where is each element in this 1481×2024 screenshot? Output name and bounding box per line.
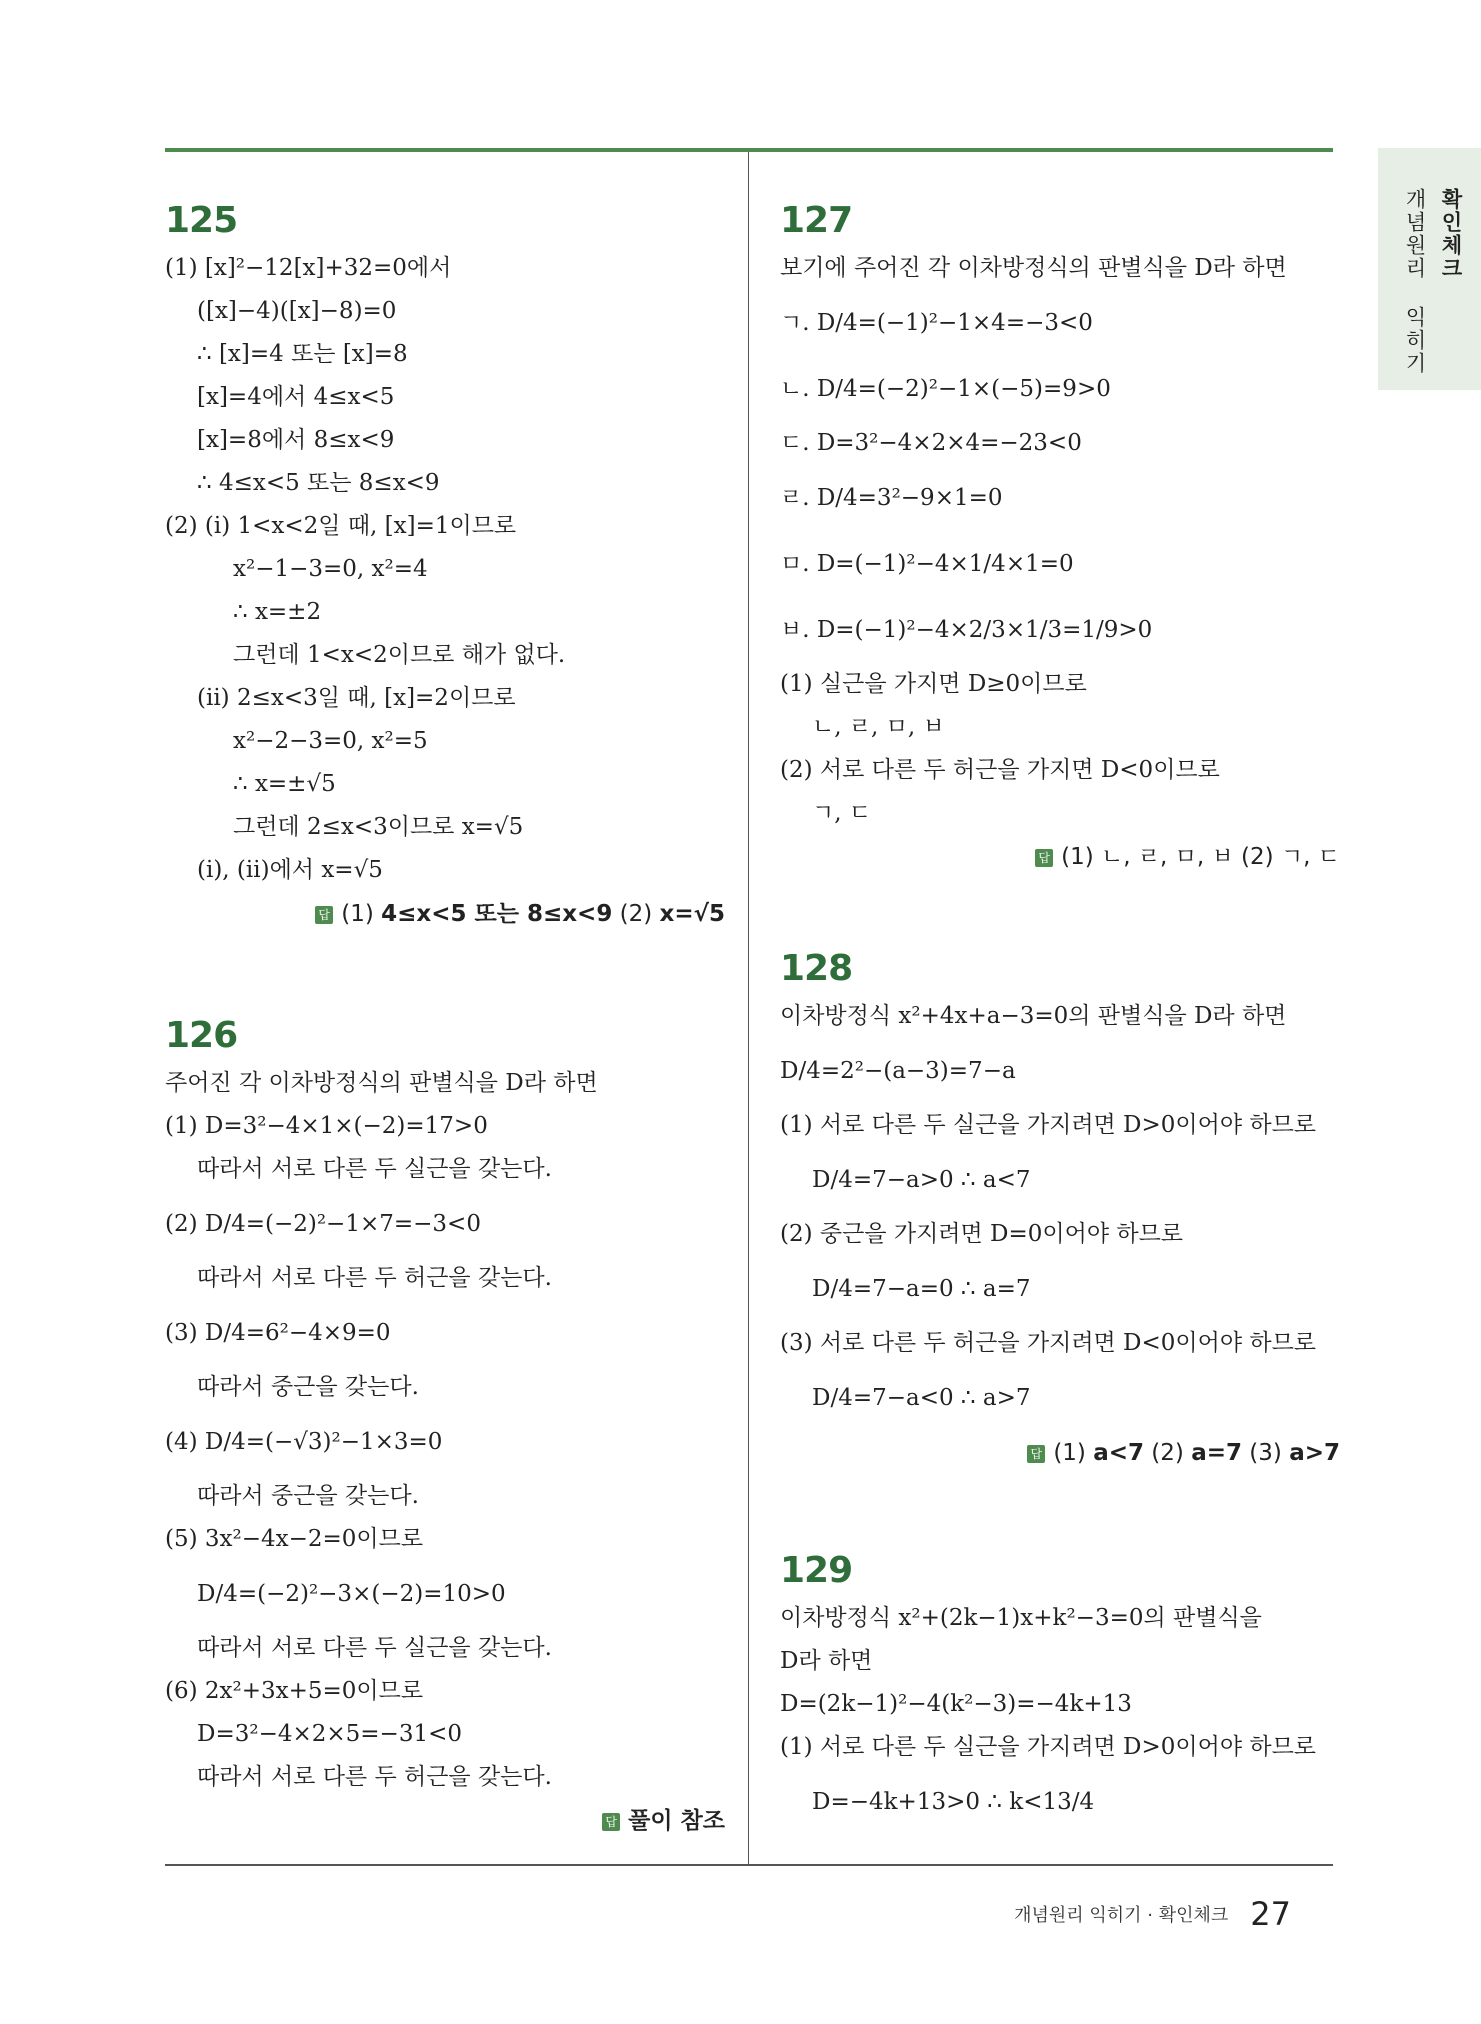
- solution-line: 따라서 중근을 갖는다.: [197, 1374, 419, 1400]
- solution-line: (3) 서로 다른 두 허근을 가지려면 D<0이어야 하므로: [780, 1330, 1317, 1356]
- column-divider: [748, 152, 749, 1864]
- solution-line: (2) D/4=(−2)²−1×7=−3<0: [165, 1211, 481, 1237]
- answer-mark-icon: 답: [1027, 1445, 1045, 1463]
- solution-line: D/4=2²−(a−3)=7−a: [780, 1058, 1016, 1084]
- solution-line: 따라서 서로 다른 두 실근을 갖는다.: [197, 1635, 552, 1661]
- answer: 답 (1) a<7 (2) a=7 (3) a>7: [780, 1431, 1340, 1475]
- solution-line: ㄴ. D/4=(−2)²−1×(−5)=9>0: [780, 376, 1111, 402]
- solution-line: D/4=(−2)²−3×(−2)=10>0: [197, 1581, 506, 1607]
- solution-line: D라 하면: [780, 1648, 873, 1674]
- side-tab: [1378, 148, 1481, 390]
- solution-line: (1) 실근을 가지면 D≥0이므로: [780, 671, 1087, 697]
- solution-line: 따라서 서로 다른 두 허근을 갖는다.: [197, 1265, 552, 1291]
- solution-line: ㄱ. D/4=(−1)²−1×4=−3<0: [780, 310, 1093, 336]
- solution-line: D=(2k−1)²−4(k²−3)=−4k+13: [780, 1691, 1132, 1717]
- answer-mark-icon: 답: [602, 1813, 620, 1831]
- solution-line: (1) 서로 다른 두 실근을 가지려면 D>0이어야 하므로: [780, 1112, 1317, 1138]
- solution-line: D/4=7−a=0 ∴ a=7: [812, 1276, 1031, 1302]
- answer-mark-icon: 답: [1035, 849, 1053, 867]
- page-number: 27: [1250, 1895, 1291, 1933]
- answer-mark-icon: 답: [315, 906, 333, 924]
- solution-line: x²−2−3=0, x²=5: [233, 728, 428, 754]
- solution-line: [x]=8에서 8≤x<9: [197, 427, 395, 453]
- solution-line: ㄷ. D=3²−4×2×4=−23<0: [780, 430, 1082, 456]
- solution-line: (4) D/4=(−√3)²−1×3=0: [165, 1429, 443, 1455]
- solution-line: ∴ 4≤x<5 또는 8≤x<9: [197, 470, 440, 496]
- solution-line: ∴ x=±2: [233, 599, 322, 625]
- solution-line: (ⅰ), (ⅱ)에서 x=√5: [197, 857, 383, 883]
- side-tab-subtitle: 개념원리 익히기: [1403, 188, 1427, 375]
- solution-line: 따라서 서로 다른 두 실근을 갖는다.: [197, 1156, 552, 1182]
- solution-line: 따라서 중근을 갖는다.: [197, 1483, 419, 1509]
- solution-line: x²−1−3=0, x²=4: [233, 556, 428, 582]
- solution-line: ∴ x=±√5: [233, 771, 336, 797]
- side-tab-title: 확인체크: [1439, 188, 1463, 280]
- solution-line: 그런데 2≤x<3이므로 x=√5: [233, 814, 524, 840]
- solution-line: (6) 2x²+3x+5=0이므로: [165, 1678, 424, 1704]
- solution-line: (ⅱ) 2≤x<3일 때, [x]=2이므로: [197, 685, 516, 711]
- solution-line: ㅁ. D=(−1)²−4×1/4×1=0: [780, 551, 1074, 577]
- solution-line: ㄹ. D/4=3²−9×1=0: [780, 485, 1003, 511]
- answer: 답 (1) 4≤x<5 또는 8≤x<9 (2) x=√5: [165, 892, 725, 936]
- problem-128: [780, 943, 1340, 1475]
- problem-number: 129: [780, 1550, 853, 1591]
- solution-line: D=−4k+13>0 ∴ k<13/4: [812, 1789, 1095, 1815]
- solution-line: [x]=4에서 4≤x<5: [197, 384, 395, 410]
- problem-125: [165, 195, 725, 936]
- solution-line: (1) 서로 다른 두 실근을 가지려면 D>0이어야 하므로: [780, 1734, 1317, 1760]
- left-column: [165, 195, 725, 1843]
- footer-section-title: 개념원리 익히기 · 확인체크: [1014, 1905, 1229, 1926]
- solution-line: ([x]−4)([x]−8)=0: [197, 298, 397, 324]
- page-footer: [1014, 1895, 1291, 1933]
- solution-line: (2) (ⅰ) 1<x<2일 때, [x]=1이므로: [165, 513, 517, 539]
- solution-line: 이차방정식 x²+(2k−1)x+k²−3=0의 판별식을: [780, 1605, 1262, 1631]
- solution-line: (5) 3x²−4x−2=0이므로: [165, 1526, 424, 1552]
- problem-127: [780, 195, 1340, 879]
- solution-line: D=3²−4×2×5=−31<0: [197, 1721, 462, 1747]
- solution-line: (3) D/4=6²−4×9=0: [165, 1320, 391, 1346]
- problem-126: [165, 1010, 725, 1843]
- solution-line: 이차방정식 x²+4x+a−3=0의 판별식을 D라 하면: [780, 1003, 1287, 1029]
- solution-line: ∴ [x]=4 또는 [x]=8: [197, 341, 408, 367]
- solution-line: D/4=7−a<0 ∴ a>7: [812, 1385, 1031, 1411]
- solution-line: D/4=7−a>0 ∴ a<7: [812, 1167, 1031, 1193]
- problem-number: 127: [780, 200, 853, 241]
- solution-line: 주어진 각 이차방정식의 판별식을 D라 하면: [165, 1070, 598, 1096]
- right-column: [780, 195, 1340, 1835]
- top-rule: [165, 148, 1333, 152]
- solution-line: (2) 중근을 가지려면 D=0이어야 하므로: [780, 1221, 1184, 1247]
- solution-line: 그런데 1<x<2이므로 해가 없다.: [233, 642, 566, 668]
- solution-line: (2) 서로 다른 두 허근을 가지면 D<0이므로: [780, 757, 1220, 783]
- problem-number: 128: [780, 948, 853, 989]
- solution-line: (1) D=3²−4×1×(−2)=17>0: [165, 1113, 488, 1139]
- problem-129: [780, 1545, 1340, 1835]
- problem-number: 126: [165, 1015, 238, 1056]
- solution-line: ㄴ, ㄹ, ㅁ, ㅂ: [812, 714, 945, 740]
- answer: 답 (1) ㄴ, ㄹ, ㅁ, ㅂ (2) ㄱ, ㄷ: [780, 835, 1340, 879]
- answer: 답 풀이 참조: [165, 1799, 725, 1843]
- solution-line: ㄱ, ㄷ: [812, 800, 872, 826]
- problem-number: 125: [165, 200, 238, 241]
- solution-line: (1) [x]²−12[x]+32=0에서: [165, 255, 452, 281]
- solution-line: 보기에 주어진 각 이차방정식의 판별식을 D라 하면: [780, 255, 1287, 281]
- bottom-rule: [165, 1864, 1333, 1866]
- solution-line: 따라서 서로 다른 두 허근을 갖는다.: [197, 1764, 552, 1790]
- solution-line: ㅂ. D=(−1)²−4×2/3×1/3=1/9>0: [780, 617, 1153, 643]
